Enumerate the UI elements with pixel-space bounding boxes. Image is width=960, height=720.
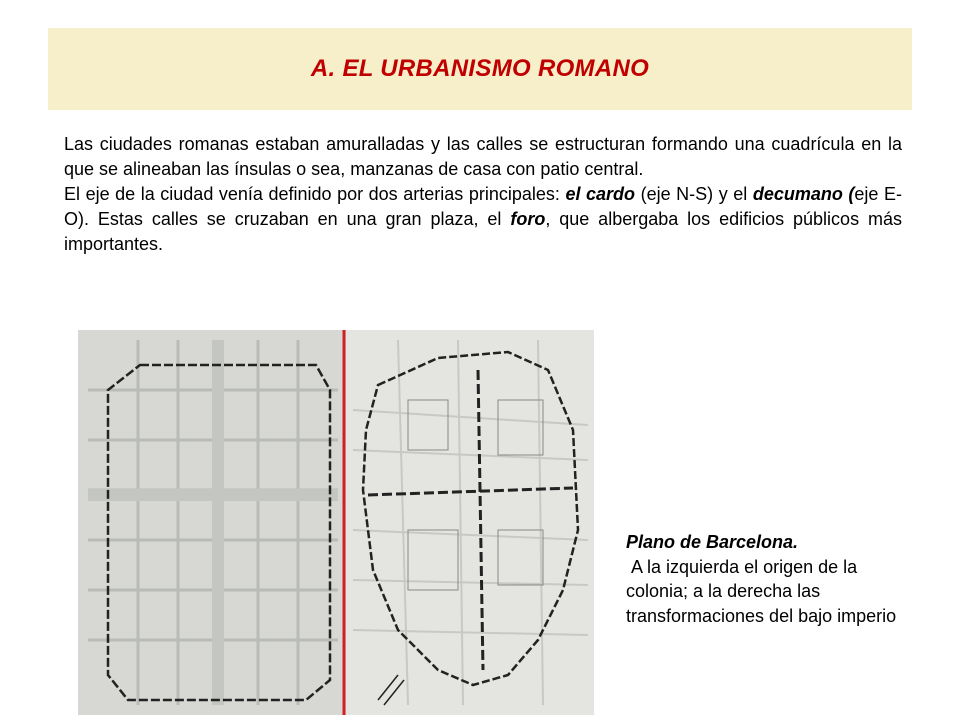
p2-text-2: (eje N-S) y el — [635, 184, 753, 204]
title-band — [48, 28, 912, 110]
body-text — [64, 132, 902, 257]
p2-text-1: El eje de la ciudad venía definido por dos arterias principales: — [64, 184, 566, 204]
paragraph-1: Las ciudades romanas estaban amuralladas y las calles se estructuran formando una cuadrícula en la que se alineaban las ínsulas o sea, manzanas de casa con patio central. — [64, 134, 902, 179]
p2-text-4: , que albergaba los edificios públicos más importantes. — [64, 209, 902, 254]
caption-title: Plano de Barcelona. — [626, 532, 799, 552]
barcelona-map-image — [78, 330, 594, 715]
page-title: A. EL URBANISMO ROMANO — [310, 55, 650, 82]
p2-term-cardo: el cardo — [565, 184, 636, 204]
map-caption — [626, 530, 916, 628]
caption-text: A la izquierda el origen de la colonia; a la derecha las transformaciones del bajo imperio — [626, 556, 897, 626]
p2-text-3: eje E-O). Estas calles se cruzaban en una gran plaza, el — [64, 184, 903, 229]
paragraph-2 — [64, 182, 902, 257]
p2-term-foro: foro — [510, 209, 546, 229]
map-illustration — [78, 330, 594, 715]
p2-term-decumano: decumano ( — [752, 184, 855, 204]
